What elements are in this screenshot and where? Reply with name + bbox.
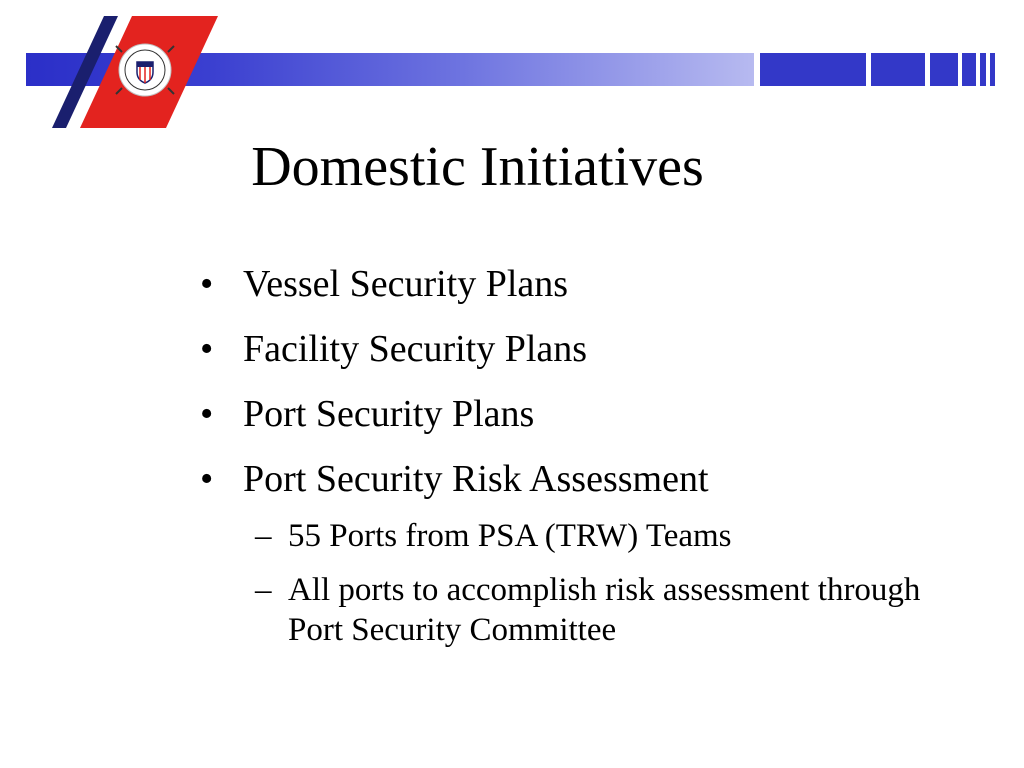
header-block-5 [980, 53, 986, 86]
sub-bullet-marker: – [255, 518, 272, 554]
header-block-2 [871, 53, 925, 86]
bullet-marker: • [200, 393, 214, 435]
bullet-marker: • [200, 328, 214, 370]
sub-bullet-item [200, 570, 938, 650]
bullet-text: Port Security Risk Assessment [243, 458, 709, 500]
slide-title [0, 132, 955, 202]
sub-bullet-list [200, 516, 1000, 650]
bullet-list [200, 262, 1000, 664]
bullet-item [200, 327, 1000, 372]
bullet-item [200, 262, 1000, 307]
header-block-4 [962, 53, 976, 86]
bullet-text: Vessel Security Plans [243, 263, 569, 305]
bullet-marker: • [200, 458, 214, 500]
bullet-item [200, 392, 1000, 437]
bullet-text: Port Security Plans [243, 393, 535, 435]
sub-bullet-item [200, 516, 938, 556]
sub-bullet-text: 55 Ports from PSA (TRW) Teams [288, 518, 732, 554]
header-block-3 [930, 53, 958, 86]
slide-title-text: Domestic Initiatives [251, 136, 704, 198]
bullet-marker: • [200, 263, 214, 305]
coast-guard-stripe-logo [0, 0, 240, 135]
sub-bullet-text: All ports to accomplish risk assessment through Port Security Committee [288, 572, 921, 648]
bullet-item [200, 457, 1000, 502]
bullet-text: Facility Security Plans [243, 328, 588, 370]
header-block-1 [760, 53, 866, 86]
header-block-6 [990, 53, 995, 86]
sub-bullet-marker: – [255, 572, 272, 608]
